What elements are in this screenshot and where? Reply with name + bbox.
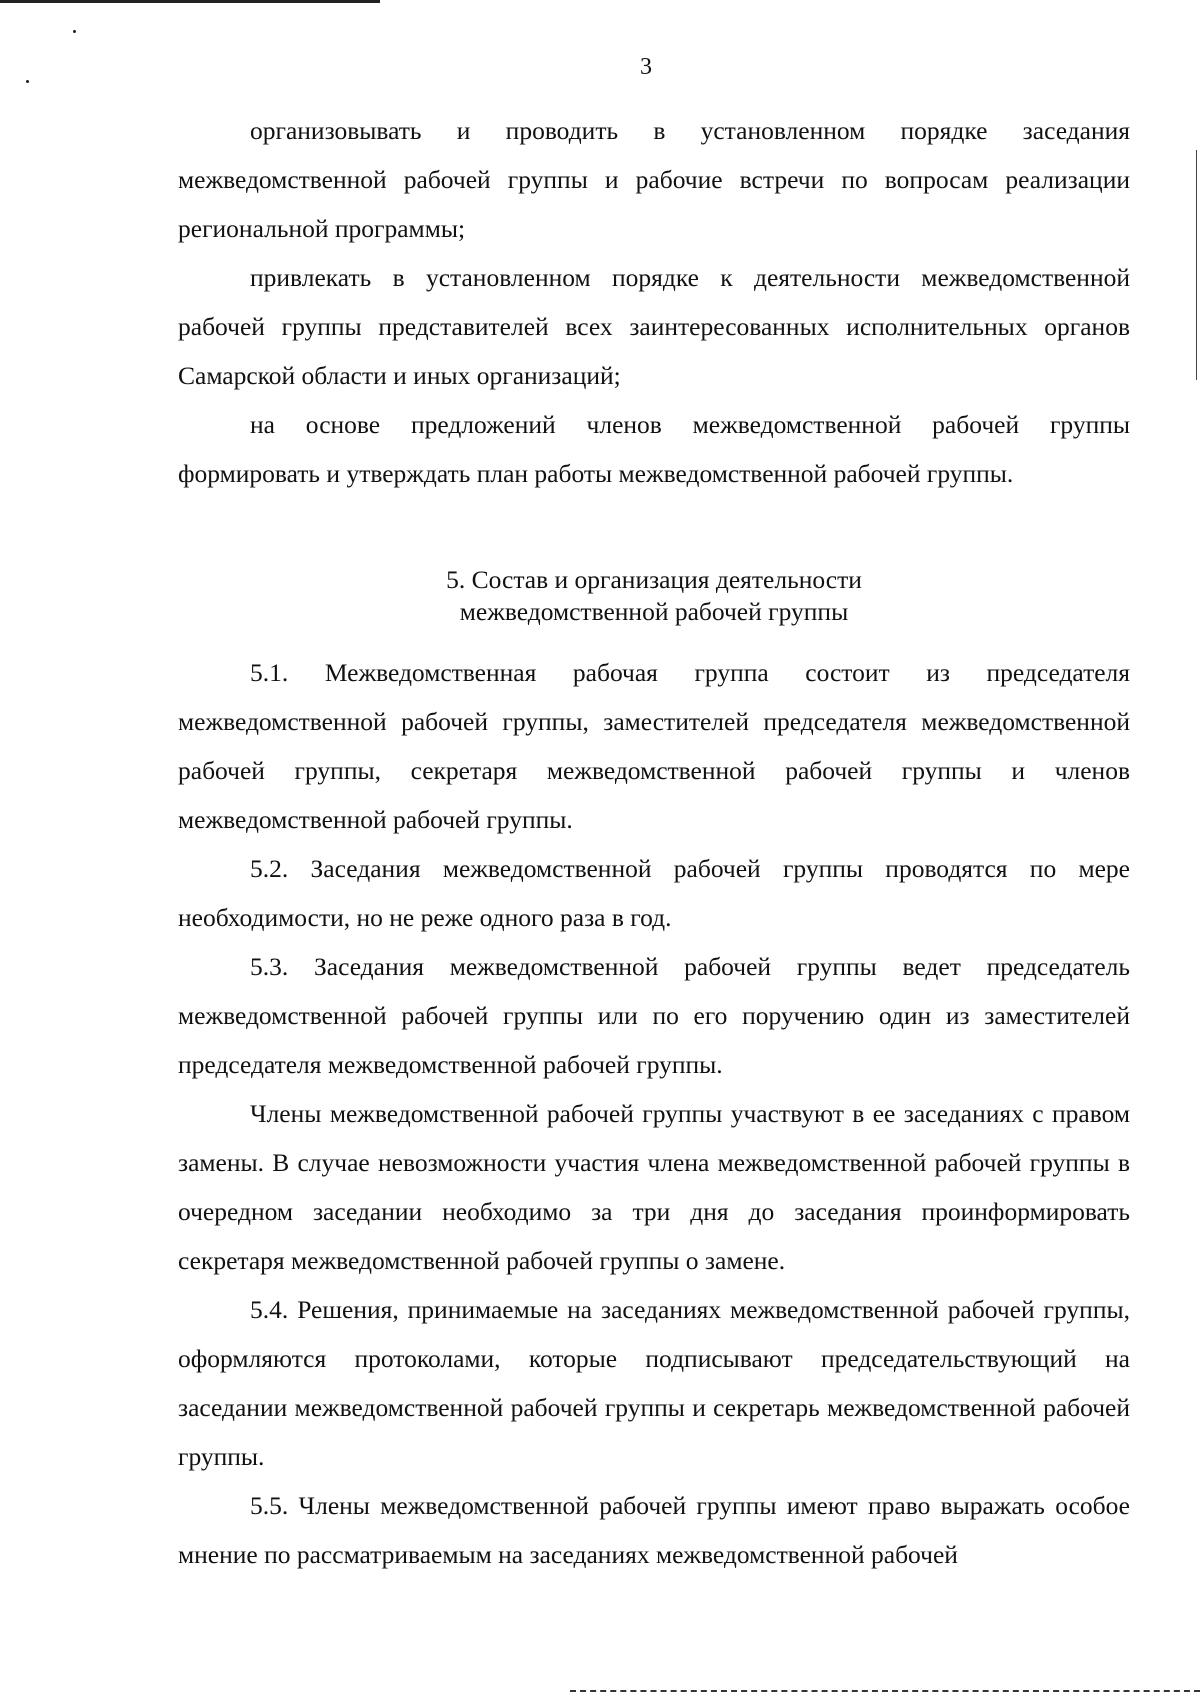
scan-speck [73,30,76,33]
section-heading-line: межведомственной рабочей группы [459,597,849,626]
paragraph: 5.5. Члены межведомственной рабочей группы имеют право выражать особое мнение по рассматриваемым на заседаниях межведомственной рабочей [178,1491,1130,1569]
paragraph: привлекать в установленном порядке к деятельности межведомственной рабочей группы представителей всех заинтересованных исполнительных органов Самарской области и иных организаций; [178,263,1130,390]
scan-edge-line [0,0,380,3]
paragraph: 5.1. Межведомственная рабочая группа состоит из председателя межведомственной рабочей группы, заместителей председателя межведомственной рабочей группы, секретаря межведомственной рабочей группы и членов межведомственной рабочей группы. [178,658,1130,834]
paragraph: на основе предложений членов межведомственной рабочей группы формировать и утверждать план работы межведомственной рабочей группы. [178,410,1130,488]
paragraph: организовывать и проводить в установленном порядке заседания межведомственной рабочей группы и рабочие встречи по вопросам реализации региональной программы; [178,116,1130,243]
paragraph: 5.3. Заседания межведомственной рабочей группы ведет председатель межведомственной рабочей группы или по его поручению один из заместителей председателя межведомственной рабочей группы. [178,952,1130,1079]
paragraph: 5.4. Решения, принимаемые на заседаниях межведомственной рабочей группы, оформляются протоколами, которые подписывают председательствующий на заседании межведомственной рабочей группы и секретарь межведомственной рабочей группы. [178,1295,1130,1471]
page-number: 3 [640,54,652,80]
section-heading-line: 5. Состав и организация деятельности [446,565,862,594]
scan-right-edge [1196,150,1197,380]
scan-bottom-edge [570,1690,1200,1692]
document-body [178,106,1130,1579]
paragraph: Члены межведомственной рабочей группы участвуют в ее заседаниях с правом замены. В случае невозможности участия члена межведомственной рабочей группы в очередном заседании необходимо за три дня до заседания проинформировать секретаря межведомственной рабочей группы о замене. [178,1099,1130,1275]
section-heading [178,564,1130,628]
paragraph: 5.2. Заседания межведомственной рабочей группы проводятся по мере необходимости, но не реже одного раза в год. [178,854,1130,932]
